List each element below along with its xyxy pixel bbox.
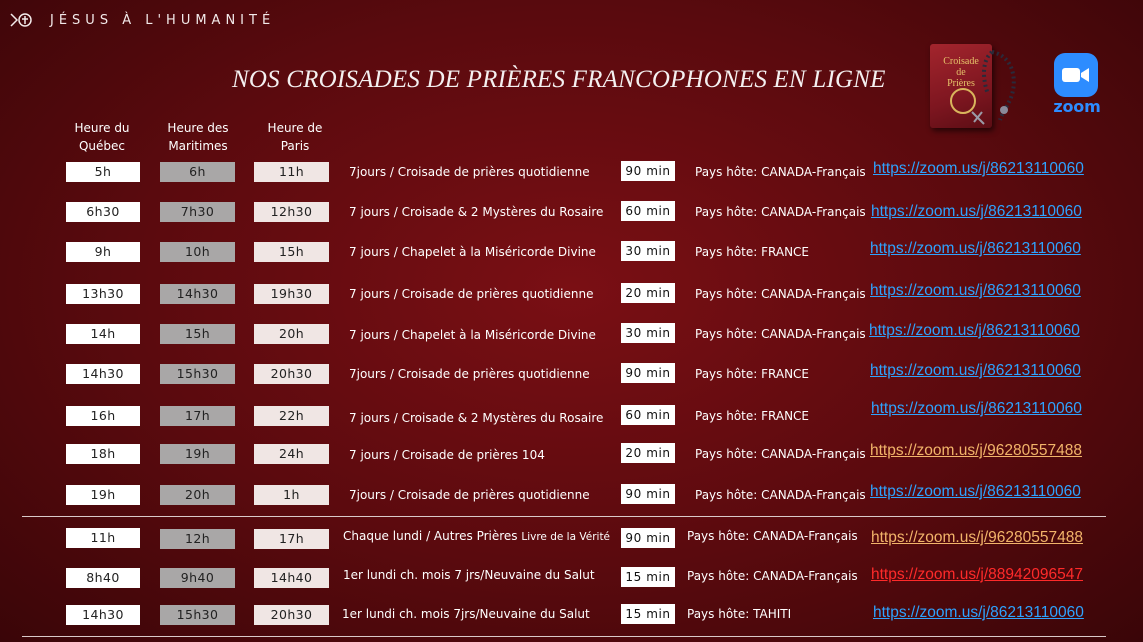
header-maritimes — [153, 119, 243, 155]
prayer-description — [349, 165, 590, 179]
zoom-meeting-link[interactable]: https://zoom.us/j/86213110060 — [869, 322, 1080, 339]
quebec-time: 5h — [66, 162, 140, 182]
schedule-row — [0, 239, 1143, 267]
maritimes-time: 15h30 — [160, 605, 235, 625]
schedule-row — [0, 361, 1143, 389]
host-country: Pays hôte: CANADA-Français — [695, 165, 866, 179]
paris-time: 12h30 — [254, 202, 329, 222]
header-paris — [250, 119, 340, 155]
prayer-description — [349, 328, 596, 342]
host-country: Pays hôte: CANADA-Français — [695, 327, 866, 341]
paris-time: 15h — [254, 242, 329, 262]
paris-time: 24h — [254, 444, 329, 464]
header-maritimes-line1: Heure des — [167, 121, 229, 135]
host-country: Pays hôte: CANADA-Français — [695, 488, 866, 502]
prayer-description — [343, 568, 595, 582]
duration-badge: 15 min — [621, 567, 675, 587]
maritimes-time: 9h40 — [160, 568, 235, 588]
prayer-description — [349, 287, 593, 301]
host-country: Pays hôte: CANADA-Français — [695, 447, 866, 461]
maritimes-time: 7h30 — [160, 202, 235, 222]
section-divider — [22, 516, 1106, 517]
host-country: Pays hôte: CANADA-Français — [687, 569, 858, 583]
maritimes-time: 10h — [160, 242, 235, 262]
zoom-meeting-link[interactable]: https://zoom.us/j/86213110060 — [870, 240, 1081, 257]
maritimes-time: 12h — [160, 529, 235, 549]
video-camera-icon — [1061, 65, 1091, 85]
page-title: NOS CROISADES DE PRIÈRES FRANCOPHONES EN LIGNE — [232, 66, 886, 93]
prayer-description-text: Chaque lundi / Autres Prières — [343, 529, 522, 543]
maritimes-time: 6h — [160, 162, 235, 182]
prayer-description — [349, 411, 603, 425]
prayer-description — [349, 488, 590, 502]
prayer-description-text: 7 jours / Chapelet à la Miséricorde Divine — [349, 328, 596, 342]
duration-badge: 30 min — [621, 241, 675, 261]
prayer-description — [342, 607, 590, 621]
zoom-meeting-link[interactable]: https://zoom.us/j/96280557488 — [871, 529, 1083, 546]
header-quebec-line2: Québec — [78, 139, 126, 153]
prayer-description — [349, 448, 545, 462]
schedule-row — [0, 159, 1143, 187]
prayer-description-text: 1er lundi ch. mois 7 jrs/Neuvaine du Salut — [343, 568, 595, 582]
paris-time: 20h30 — [254, 364, 329, 384]
schedule-row — [0, 482, 1143, 510]
prayer-description-text: 7jours / Croisade de prières quotidienne — [349, 165, 590, 179]
quebec-time: 18h — [66, 444, 140, 464]
schedule-row — [0, 602, 1143, 630]
book-line-3: Prières — [947, 78, 975, 89]
header-quebec-line1: Heure du — [74, 121, 130, 135]
quebec-time: 14h30 — [66, 364, 140, 384]
quebec-time: 16h — [66, 406, 140, 426]
duration-badge: 90 min — [621, 484, 675, 504]
prayer-description-text: 1er lundi ch. mois 7jrs/Neuvaine du Salut — [342, 607, 590, 621]
rosary-icon — [962, 48, 1022, 128]
duration-badge: 60 min — [621, 405, 675, 425]
prayer-description-text: 7 jours / Croisade & 2 Mystères du Rosaire — [349, 205, 604, 219]
quebec-time: 14h — [66, 324, 140, 344]
paris-time: 17h — [254, 529, 329, 549]
maritimes-time: 15h — [160, 324, 235, 344]
zoom-meeting-link[interactable]: https://zoom.us/j/86213110060 — [873, 604, 1084, 621]
paris-time: 19h30 — [254, 284, 329, 304]
zoom-meeting-link[interactable]: https://zoom.us/j/88942096547 — [871, 566, 1083, 583]
brand-logo-icon — [10, 12, 36, 28]
header-paris-line1: Heure de — [267, 121, 323, 135]
quebec-time: 11h — [66, 528, 140, 548]
bottom-divider — [22, 636, 1106, 637]
duration-badge: 60 min — [621, 201, 675, 221]
header-quebec — [57, 119, 147, 155]
schedule-row — [0, 321, 1143, 349]
duration-badge: 20 min — [621, 443, 675, 463]
prayer-description — [343, 529, 610, 543]
host-country: Pays hôte: FRANCE — [695, 409, 810, 423]
zoom-meeting-link[interactable]: https://zoom.us/j/86213110060 — [873, 160, 1084, 177]
brand-name[interactable]: JÉSUS À L'HUMANITÉ — [50, 12, 276, 28]
book-line-2: de — [956, 67, 966, 78]
duration-badge: 20 min — [621, 283, 675, 303]
zoom-meeting-link[interactable]: https://zoom.us/j/86213110060 — [870, 483, 1081, 500]
duration-badge: 15 min — [621, 604, 675, 624]
quebec-time: 8h40 — [66, 568, 140, 588]
quebec-time: 6h30 — [66, 202, 140, 222]
host-country: Pays hôte: FRANCE — [695, 367, 810, 381]
prayer-description — [349, 205, 603, 219]
maritimes-time: 14h30 — [160, 284, 235, 304]
schedule-row — [0, 400, 1143, 431]
host-country: Pays hôte: CANADA-Français — [687, 529, 858, 543]
host-country: Pays hôte: TAHITI — [687, 607, 792, 621]
quebec-time: 9h — [66, 242, 140, 262]
zoom-logo-icon — [1054, 53, 1098, 97]
book-line-1: Croisade — [943, 56, 979, 67]
prayer-description — [349, 245, 596, 259]
maritimes-time: 17h — [160, 406, 235, 426]
header-paris-line2: Paris — [280, 139, 310, 153]
prayer-description-text: 7 jours / Croisade de prières quotidienne — [349, 287, 594, 301]
header-maritimes-line2: Maritimes — [168, 139, 228, 153]
paris-time: 20h30 — [254, 605, 329, 625]
host-country: Pays hôte: FRANCE — [695, 245, 810, 259]
prayer-description-text: 7jours / Croisade de prières quotidienne — [349, 367, 590, 381]
zoom-meeting-link[interactable]: https://zoom.us/j/96280557488 — [870, 442, 1082, 459]
maritimes-time: 15h30 — [160, 364, 235, 384]
zoom-meeting-link[interactable]: https://zoom.us/j/86213110060 — [870, 282, 1081, 299]
zoom-meeting-link[interactable]: https://zoom.us/j/86213110060 — [870, 362, 1081, 379]
schedule-row — [0, 526, 1143, 554]
paris-time: 22h — [254, 406, 329, 426]
maritimes-time: 20h — [160, 485, 235, 505]
prayer-description-text: 7 jours / Croisade de prières 104 — [349, 448, 545, 462]
schedule-row — [0, 199, 1143, 227]
brand — [10, 10, 275, 30]
book-of-truth-note: Livre de la Vérité — [521, 531, 611, 543]
duration-badge: 90 min — [621, 161, 675, 181]
schedule-row — [0, 565, 1143, 593]
prayer-description-text: 7 jours / Chapelet à la Miséricorde Divine — [349, 245, 596, 259]
duration-badge: 90 min — [621, 363, 675, 383]
prayer-description-text: 7 jours / Croisade & 2 Mystères du Rosaire — [349, 411, 604, 425]
paris-time: 11h — [254, 162, 329, 182]
prayer-description-text: 7jours / Croisade de prières quotidienne — [349, 488, 590, 502]
quebec-time: 14h30 — [66, 605, 140, 625]
paris-time: 14h40 — [254, 568, 329, 588]
maritimes-time: 19h — [160, 444, 235, 464]
zoom-wordmark: zoom — [1053, 97, 1101, 116]
host-country: Pays hôte: CANADA-Français — [695, 205, 866, 219]
paris-time: 1h — [254, 485, 329, 505]
duration-badge: 30 min — [621, 323, 675, 343]
quebec-time: 13h30 — [66, 284, 140, 304]
duration-badge: 90 min — [621, 528, 675, 548]
prayer-description — [349, 367, 590, 381]
quebec-time: 19h — [66, 485, 140, 505]
host-country: Pays hôte: CANADA-Français — [695, 287, 866, 301]
paris-time: 20h — [254, 324, 329, 344]
schedule-row — [0, 441, 1143, 469]
zoom-meeting-link[interactable]: https://zoom.us/j/86213110060 — [871, 400, 1082, 417]
schedule-row — [0, 281, 1143, 309]
zoom-meeting-link[interactable]: https://zoom.us/j/86213110060 — [871, 203, 1082, 220]
